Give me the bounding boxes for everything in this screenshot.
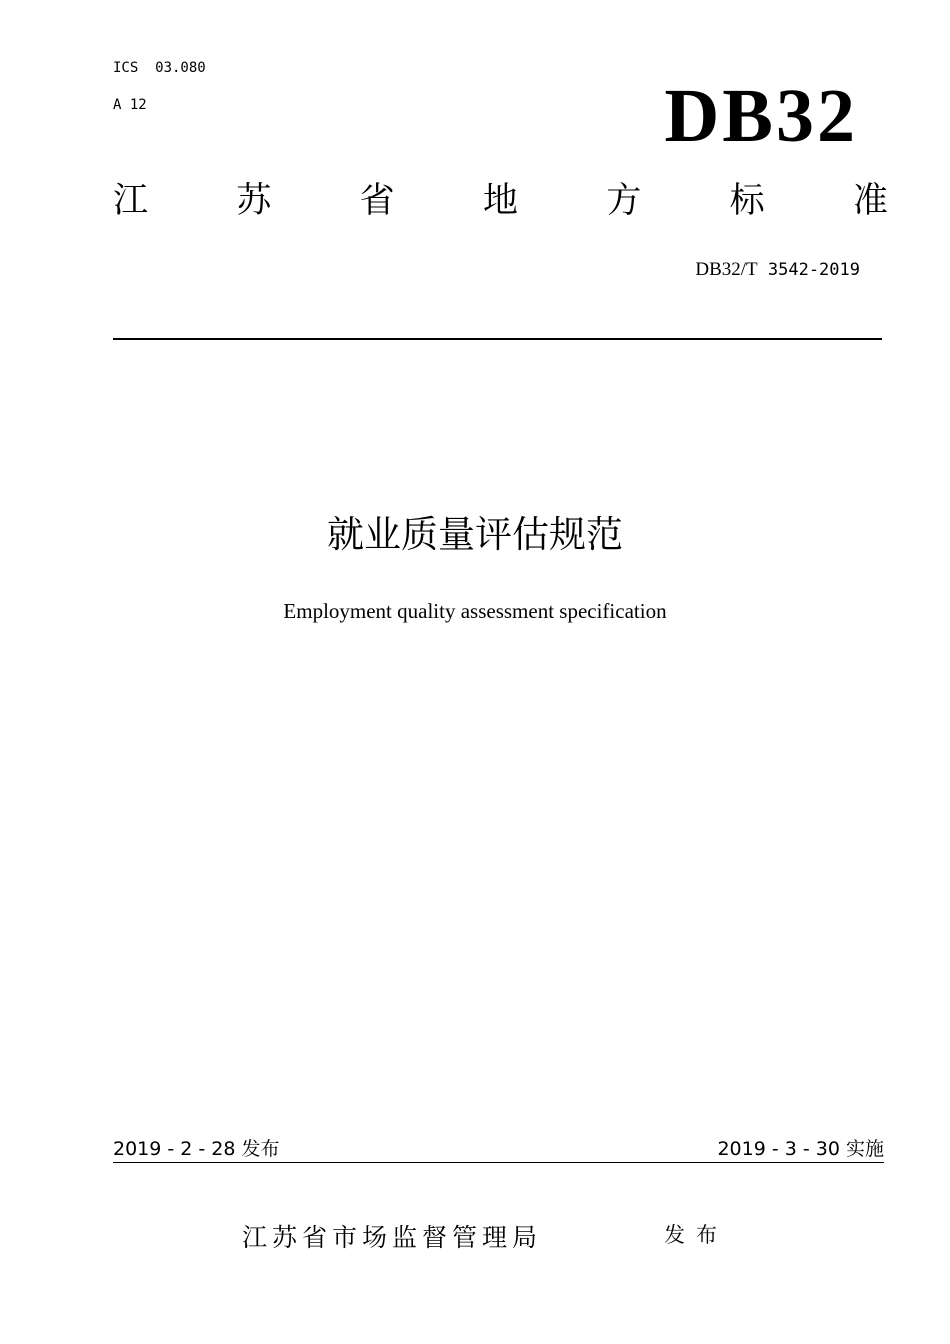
standard-type-char: 地 <box>482 181 518 221</box>
standard-type-char: 省 <box>359 181 395 221</box>
standard-type-char: 苏 <box>236 181 272 221</box>
issue-label: 发布 <box>664 1223 728 1247</box>
standard-type-char: 江 <box>113 181 149 221</box>
ics-code: ICS 03.080 <box>113 60 206 76</box>
title-chinese: 就业质量评估规范 <box>327 513 623 556</box>
standard-number <box>695 260 860 279</box>
standard-type-heading <box>113 181 888 221</box>
ccs-code: A 12 <box>113 97 147 113</box>
standard-number-prefix: DB32/T <box>695 259 758 280</box>
standard-type-char: 准 <box>852 181 888 221</box>
standard-number-code: 3542-2019 <box>757 260 860 280</box>
issue-date: 2019 - 2 - 28 发布 <box>113 1138 280 1160</box>
title-english: Employment quality assessment specification <box>283 599 667 623</box>
standard-type-char: 方 <box>606 181 642 221</box>
standard-type-char: 标 <box>729 181 765 221</box>
implementation-date: 2019 - 3 - 30 实施 <box>717 1138 884 1160</box>
bottom-divider <box>113 1162 884 1163</box>
issuing-authority: 江苏省市场监督管理局 <box>242 1223 543 1252</box>
standard-mark: DB32 <box>664 74 858 158</box>
top-divider <box>113 338 882 340</box>
